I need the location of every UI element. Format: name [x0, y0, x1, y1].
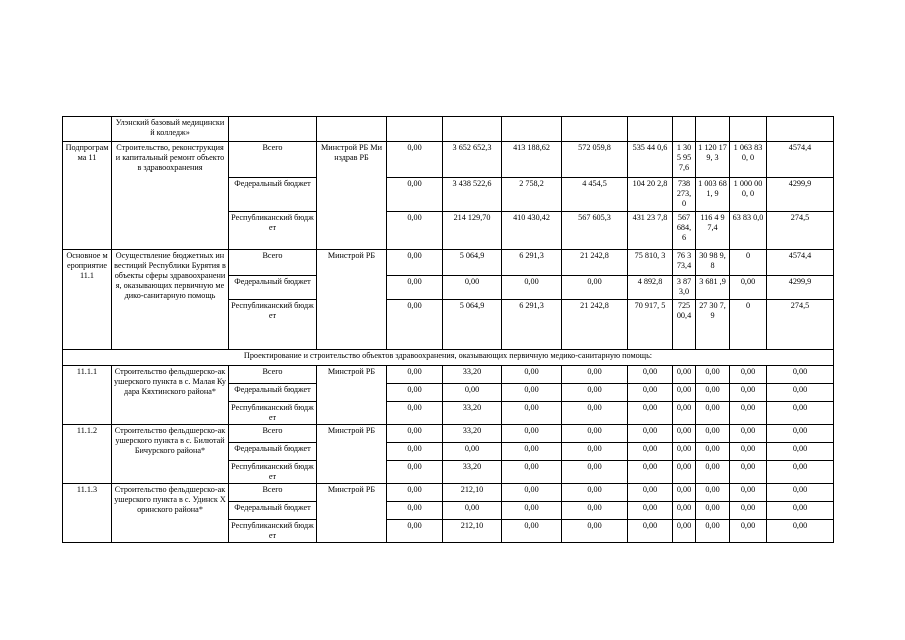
- value-cell: 0,00: [673, 402, 696, 425]
- value-cell: 0,00: [562, 443, 628, 461]
- value-cell: 0,00: [767, 366, 834, 384]
- value-cell: 1 120 179, 3: [696, 142, 730, 178]
- value-cell: 0,00: [628, 425, 673, 443]
- value-cell: 274,5: [767, 212, 834, 250]
- empty-cell: [696, 117, 730, 142]
- value-cell: 0,00: [673, 502, 696, 520]
- funding-source-cell: Республиканский бюджет: [229, 212, 317, 250]
- value-cell: 0,00: [673, 484, 696, 502]
- value-cell: 212,10: [443, 484, 502, 502]
- value-cell: 4299,9: [767, 276, 834, 300]
- table-row: [63, 250, 834, 276]
- value-cell: 0,00: [443, 384, 502, 402]
- value-cell: 738 273, 0: [673, 178, 696, 212]
- value-cell: 0,00: [730, 425, 767, 443]
- row-name-cell: Улэнский базовый медицинский колледж»: [112, 117, 229, 142]
- value-cell: 0,00: [502, 443, 562, 461]
- row-name-cell: Строительство фельдшерско-акушерского пункта в с. Билютай Бичурского района*: [112, 425, 229, 484]
- funding-source-cell: Всего: [229, 484, 317, 502]
- funding-source-cell: Всего: [229, 142, 317, 178]
- value-cell: 21 242,8: [562, 300, 628, 350]
- empty-cell: [562, 117, 628, 142]
- value-cell: 0,00: [502, 502, 562, 520]
- value-cell: 0,00: [673, 461, 696, 484]
- value-cell: 0,00: [502, 425, 562, 443]
- funding-source-cell: Федеральный бюджет: [229, 178, 317, 212]
- value-cell: 0,00: [502, 484, 562, 502]
- value-cell: 0,00: [502, 402, 562, 425]
- value-cell: 0,00: [562, 484, 628, 502]
- value-cell: 4574,4: [767, 250, 834, 276]
- table-row: [63, 350, 834, 366]
- empty-cell: [673, 117, 696, 142]
- value-cell: 0,00: [730, 502, 767, 520]
- value-cell: 104 20 2,8: [628, 178, 673, 212]
- funding-source-cell: Республиканский бюджет: [229, 300, 317, 350]
- value-cell: 725 00,4: [673, 300, 696, 350]
- value-cell: 0,00: [502, 461, 562, 484]
- empty-cell: [767, 117, 834, 142]
- section-title: Проектирование и строительство объектов здравоохранения, оказывающих первичную медико-санитарную помощь:: [63, 350, 834, 366]
- value-cell: 0,00: [696, 502, 730, 520]
- value-cell: 431 23 7,8: [628, 212, 673, 250]
- table-row: [63, 484, 834, 502]
- value-cell: 0,00: [730, 443, 767, 461]
- value-cell: 0,00: [562, 384, 628, 402]
- value-cell: 212,10: [443, 520, 502, 543]
- value-cell: 0,00: [696, 520, 730, 543]
- value-cell: 0,00: [767, 461, 834, 484]
- value-cell: 0,00: [730, 461, 767, 484]
- value-cell: 0,00: [502, 384, 562, 402]
- value-cell: 0,00: [387, 142, 443, 178]
- value-cell: 0,00: [387, 520, 443, 543]
- value-cell: 33,20: [443, 366, 502, 384]
- value-cell: 0,00: [387, 461, 443, 484]
- agency-cell: Минстрой РБ: [317, 366, 387, 425]
- value-cell: 0,00: [767, 443, 834, 461]
- value-cell: 1 063 830, 0: [730, 142, 767, 178]
- value-cell: 572 059,8: [562, 142, 628, 178]
- agency-cell: Минстрой РБ Минздрав РБ: [317, 142, 387, 250]
- row-name-cell: Осуществление бюджетных инвестиций Республики Бурятия в объекты сферы здравоохранения, оказывающих первичную медико-санитарную помощь: [112, 250, 229, 350]
- value-cell: 0,00: [730, 402, 767, 425]
- row-code-cell: 11.1.2: [63, 425, 112, 484]
- value-cell: 0,00: [628, 502, 673, 520]
- value-cell: 0: [730, 300, 767, 350]
- row-code-cell: Основное мероприятие 11.1: [63, 250, 112, 350]
- value-cell: 76 3 73,4: [673, 250, 696, 276]
- value-cell: 33,20: [443, 425, 502, 443]
- value-cell: 0,00: [673, 520, 696, 543]
- value-cell: 0,00: [696, 366, 730, 384]
- value-cell: 0,00: [767, 425, 834, 443]
- value-cell: 75 810, 3: [628, 250, 673, 276]
- value-cell: 1 003 681, 9: [696, 178, 730, 212]
- value-cell: 3 652 652,3: [443, 142, 502, 178]
- value-cell: 0,00: [696, 484, 730, 502]
- funding-source-cell: Федеральный бюджет: [229, 443, 317, 461]
- funding-source-cell: Всего: [229, 250, 317, 276]
- value-cell: 274,5: [767, 300, 834, 350]
- value-cell: 6 291,3: [502, 300, 562, 350]
- value-cell: 0,00: [767, 502, 834, 520]
- empty-cell: [730, 117, 767, 142]
- agency-cell: Минстрой РБ: [317, 484, 387, 543]
- value-cell: 0,00: [730, 366, 767, 384]
- value-cell: 0,00: [443, 443, 502, 461]
- empty-cell: [387, 117, 443, 142]
- row-code-cell: Подпрограмма 11: [63, 142, 112, 250]
- value-cell: 0,00: [387, 276, 443, 300]
- empty-cell: [502, 117, 562, 142]
- row-code-cell: 11.1.1: [63, 366, 112, 425]
- funding-source-cell: Республиканский бюджет: [229, 461, 317, 484]
- value-cell: 214 129,70: [443, 212, 502, 250]
- value-cell: 3 438 522,6: [443, 178, 502, 212]
- value-cell: 0,00: [767, 402, 834, 425]
- table-row: [63, 366, 834, 384]
- value-cell: 535 44 0,6: [628, 142, 673, 178]
- value-cell: 6 291,3: [502, 250, 562, 276]
- value-cell: 0,00: [628, 402, 673, 425]
- value-cell: 0,00: [443, 276, 502, 300]
- funding-source-cell: Федеральный бюджет: [229, 276, 317, 300]
- value-cell: 0,00: [387, 384, 443, 402]
- row-code-cell: 11.1.3: [63, 484, 112, 543]
- value-cell: 0,00: [696, 384, 730, 402]
- empty-cell: [443, 117, 502, 142]
- table-row: [63, 117, 834, 142]
- value-cell: 0,00: [387, 212, 443, 250]
- value-cell: 0,00: [696, 443, 730, 461]
- value-cell: 0,00: [628, 461, 673, 484]
- agency-cell: Минстрой РБ: [317, 250, 387, 350]
- value-cell: 63 83 0,0: [730, 212, 767, 250]
- table-row: [63, 142, 834, 178]
- value-cell: 5 064,9: [443, 300, 502, 350]
- value-cell: 0,00: [562, 520, 628, 543]
- value-cell: 0,00: [387, 300, 443, 350]
- table-body: [63, 117, 834, 543]
- value-cell: 0,00: [387, 502, 443, 520]
- value-cell: 0,00: [502, 276, 562, 300]
- funding-source-cell: Всего: [229, 425, 317, 443]
- value-cell: 0,00: [767, 520, 834, 543]
- row-name-cell: Строительство, реконструкция и капитальный ремонт объектов здравоохранения: [112, 142, 229, 250]
- value-cell: 0,00: [502, 520, 562, 543]
- value-cell: 33,20: [443, 461, 502, 484]
- value-cell: 0,00: [562, 366, 628, 384]
- value-cell: 2 758,2: [502, 178, 562, 212]
- value-cell: 0,00: [562, 461, 628, 484]
- value-cell: 116 4 97,4: [696, 212, 730, 250]
- value-cell: 0,00: [387, 443, 443, 461]
- value-cell: 0,00: [673, 366, 696, 384]
- value-cell: 4574,4: [767, 142, 834, 178]
- value-cell: 0,00: [387, 250, 443, 276]
- value-cell: 3 87 3,0: [673, 276, 696, 300]
- value-cell: 0,00: [628, 366, 673, 384]
- value-cell: 0,00: [628, 443, 673, 461]
- value-cell: 0,00: [730, 520, 767, 543]
- value-cell: 0,00: [696, 402, 730, 425]
- value-cell: 0,00: [562, 402, 628, 425]
- value-cell: 0,00: [730, 384, 767, 402]
- value-cell: 33,20: [443, 402, 502, 425]
- value-cell: 0,00: [696, 461, 730, 484]
- budget-table: [62, 116, 834, 543]
- funding-source-cell: Республиканский бюджет: [229, 520, 317, 543]
- value-cell: 0,00: [767, 384, 834, 402]
- value-cell: 0,00: [673, 425, 696, 443]
- value-cell: 0,00: [387, 484, 443, 502]
- value-cell: 0,00: [562, 425, 628, 443]
- value-cell: 0: [730, 250, 767, 276]
- empty-cell: [229, 117, 317, 142]
- value-cell: 0,00: [628, 384, 673, 402]
- value-cell: 0,00: [443, 502, 502, 520]
- empty-cell: [317, 117, 387, 142]
- funding-source-cell: Федеральный бюджет: [229, 384, 317, 402]
- value-cell: 3 681 ,9: [696, 276, 730, 300]
- value-cell: 0,00: [628, 484, 673, 502]
- value-cell: 5 064,9: [443, 250, 502, 276]
- value-cell: 0,00: [387, 178, 443, 212]
- value-cell: 0,00: [673, 384, 696, 402]
- value-cell: 4299,9: [767, 178, 834, 212]
- value-cell: 0,00: [628, 520, 673, 543]
- value-cell: 410 430,42: [502, 212, 562, 250]
- value-cell: 0,00: [730, 276, 767, 300]
- funding-source-cell: Федеральный бюджет: [229, 502, 317, 520]
- value-cell: 0,00: [562, 276, 628, 300]
- row-name-cell: Строительство фельдшерско-акушерского пункта в с. Малая Кудара Кяхтинского района*: [112, 366, 229, 425]
- value-cell: 4 454,5: [562, 178, 628, 212]
- value-cell: 27 30 7,9: [696, 300, 730, 350]
- funding-source-cell: Республиканский бюджет: [229, 402, 317, 425]
- funding-source-cell: Всего: [229, 366, 317, 384]
- value-cell: 0,00: [502, 366, 562, 384]
- value-cell: 413 188,62: [502, 142, 562, 178]
- value-cell: 0,00: [730, 484, 767, 502]
- value-cell: 0,00: [387, 402, 443, 425]
- value-cell: 70 917, 5: [628, 300, 673, 350]
- value-cell: 0,00: [387, 366, 443, 384]
- agency-cell: Минстрой РБ: [317, 425, 387, 484]
- value-cell: 30 98 9,8: [696, 250, 730, 276]
- row-name-cell: Строительство фельдшерско-акушерского пункта в с. Удинск Хоринского района*: [112, 484, 229, 543]
- value-cell: 0,00: [673, 443, 696, 461]
- value-cell: 1 30 5 95 7,6: [673, 142, 696, 178]
- value-cell: 0,00: [696, 425, 730, 443]
- row-code-cell: [63, 117, 112, 142]
- value-cell: 0,00: [387, 425, 443, 443]
- value-cell: 1 000 000, 0: [730, 178, 767, 212]
- empty-cell: [628, 117, 673, 142]
- value-cell: 567 605,3: [562, 212, 628, 250]
- value-cell: 4 892,8: [628, 276, 673, 300]
- value-cell: 0,00: [767, 484, 834, 502]
- value-cell: 0,00: [562, 502, 628, 520]
- table-row: [63, 425, 834, 443]
- value-cell: 21 242,8: [562, 250, 628, 276]
- value-cell: 567 684, 6: [673, 212, 696, 250]
